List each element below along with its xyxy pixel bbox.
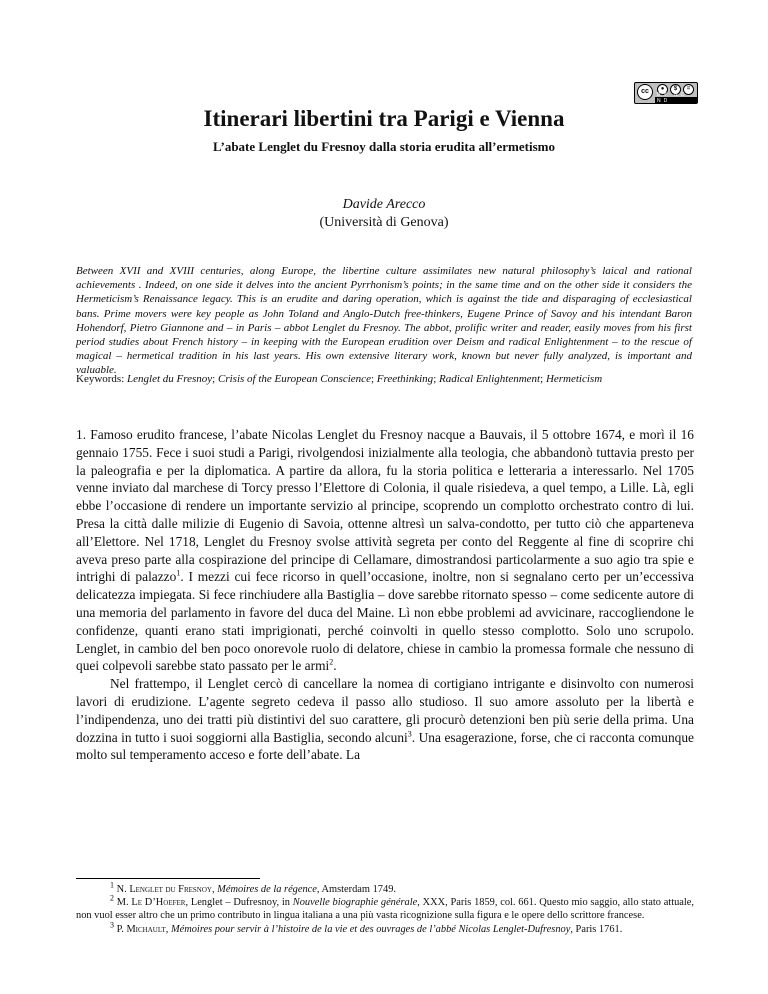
- keyword: Freethinking: [376, 373, 434, 385]
- cc-license-text: BY NC ND: [657, 92, 688, 104]
- keywords-label: Keywords:: [76, 373, 125, 385]
- footnote-divider: [76, 878, 260, 879]
- keyword: Crisis of the European Conscience: [217, 373, 371, 385]
- footnote: $^3$ P. Michault, Mémoires pour servir à l’histoire de la vie et des ouvrages de l’abbé Nicolas Lenglet-Dufresnoy, Paris 1761.: [110, 920, 623, 935]
- cc-icon: cc: [637, 84, 653, 100]
- body-text: [76, 426, 694, 764]
- footnote: $^2$ M. Le D’Hoefer, Lenglet – Dufresnoy, in Nouvelle biographie générale, XXX, Paris 1859, col. 661. Questo mio saggio, allo stato attuale, non vuol esser altro che un primo contributo in lingua italiana a una più vasta ricognizione sulla figura e le opere dello scrittore francese.: [76, 893, 694, 922]
- footnote-ref[interactable]: 3: [407, 729, 412, 739]
- author-affiliation: (Università di Genova): [319, 215, 449, 230]
- footnote: $^1$ N. Lenglet du Fresnoy, Mémoires de la régence, Amsterdam 1749.: [110, 880, 396, 895]
- paragraph: Nel frattempo, il Lenglet cercò di cancellare la nomea di cortigiano intrigante e disinvolto con numerosi lavori di erudizione. L’agente segreto cedeva il passo allo studioso. Il suo amore assoluto per la libertà e l’indipendenza, uno dei tratti più distintivi del suo carattere, gli procurò detenzioni ben più serie della prima. Una dozzina in tutto i suoi soggiorni alla Bastiglia, secondo alcuni$^3$. Una esagerazione, forse, che ci racconta comunque molto sul temperamento acceso e forte dell’abate. La: [76, 676, 695, 763]
- nc-icon: $: [670, 84, 681, 95]
- keyword: Hermeticism: [545, 373, 603, 385]
- keyword: Lenglet du Fresnoy: [127, 373, 213, 385]
- article-title: Itinerari libertini tra Parigi e Vienna: [203, 106, 565, 131]
- keyword: Radical Enlightenment: [439, 373, 541, 385]
- author-name: Davide Arecco: [342, 197, 426, 212]
- by-icon: ●: [657, 84, 668, 95]
- footnote-ref[interactable]: 2: [329, 657, 334, 667]
- abstract: Between XVII and XVIII centuries, along Europe, the libertine culture assimilates new natural philosophy’s laical and rational achievements . Indeed, on one side it delves into the ancient Pyrrhonism’s points; in the same time and on the other side it considers the Hermeticism’s Renaissance legacy. This is an erudite and daring operation, which is against the tide and disparaging of ecclesiastical bans. Prime movers were key people as John Toland and Anglo-Dutch free-thinkers, Eugene Prince of Savoy and his intendant Baron Hohendorf, Pietro Giannone and – in Paris – abbot Lenglet du Fresnoy. The abbot, prolific writer and reader, easily moves from his first period studies about French history – in keeping with the European erudition over Deism and radical Enlightenment – to the rescue of magical – hermetical tradition in his last years. His own extensive literary work, known but never fully analyzed, is important and valuable.: [76, 265, 692, 377]
- paragraph: 1. Famoso erudito francese, l’abate Nicolas Lenglet du Fresnoy nacque a Bauvais, il 5 ottobre 1674, e morì il 16 gennaio 1755. Fece i suoi studi a Parigi, rivolgendosi inizialmente alla teologia, che abbandonò tuttavia presto per la paleografia e per la diplomatica. A partire da allora, fu la storia politica e letteraria a interessarlo. Nel 1705 venne inviato dal marchese di Torcy presso l’Elettore di Colonia, il quale risiedeva, a quel tempo, a Lille. Là, egli ebbe l’occasione di rendere un importante servizio al principe, scoprendo un complotto orchestrato contro di lui. Presa la città dalle milizie di Eugenio di Savoia, ottenne altresì un salva-condotto, per tutto ciò che apparteneva all’Elettore. Nel 1718, Lenglet du Fresnoy svolse attività segreta per conto del Reggente al fine di scoprire chi aveva preso parte alla cospirazione del principe di Cellamare, dimostrandosi particolarmente a suo agio tra spie e intrighi di palazzo$^1$. I mezzi cui fece ricorso in quell’occasione, inoltre, non si segnalano certo per un’eccessiva delicatezza impiegata. Si fece rinchiudere alla Bastiglia – dove sarebbe ritornato spesso – come sedicente autore di una memoria del parlamento in favore del duca del Maine. Lì non ebbe problemi ad avvicinare, raccogliendone le confidenze, quanti erano stati imprigionati, perché coinvolti in quello stesso complotto. Solo uno scrupolo. Lenglet, in cambio del ben poco onorevole ruolo di delatore, chiese in cambio la promessa formale che nessuno di quei colpevoli sarebbe stato passato per le armi$^2$.: [76, 427, 694, 674]
- article-subtitle: L’abate Lenglet du Fresnoy dalla storia erudita all’ermetismo: [213, 139, 555, 154]
- cc-license-badge[interactable]: [634, 82, 698, 104]
- footnotes: [76, 880, 694, 936]
- keywords: Keywords: Lenglet du Fresnoy; Crisis of the European Conscience; Freethinking; Radical Enlightenment; Hermeticism: [76, 373, 603, 385]
- nd-icon: =: [683, 84, 694, 95]
- footnote-ref[interactable]: 1: [176, 568, 181, 578]
